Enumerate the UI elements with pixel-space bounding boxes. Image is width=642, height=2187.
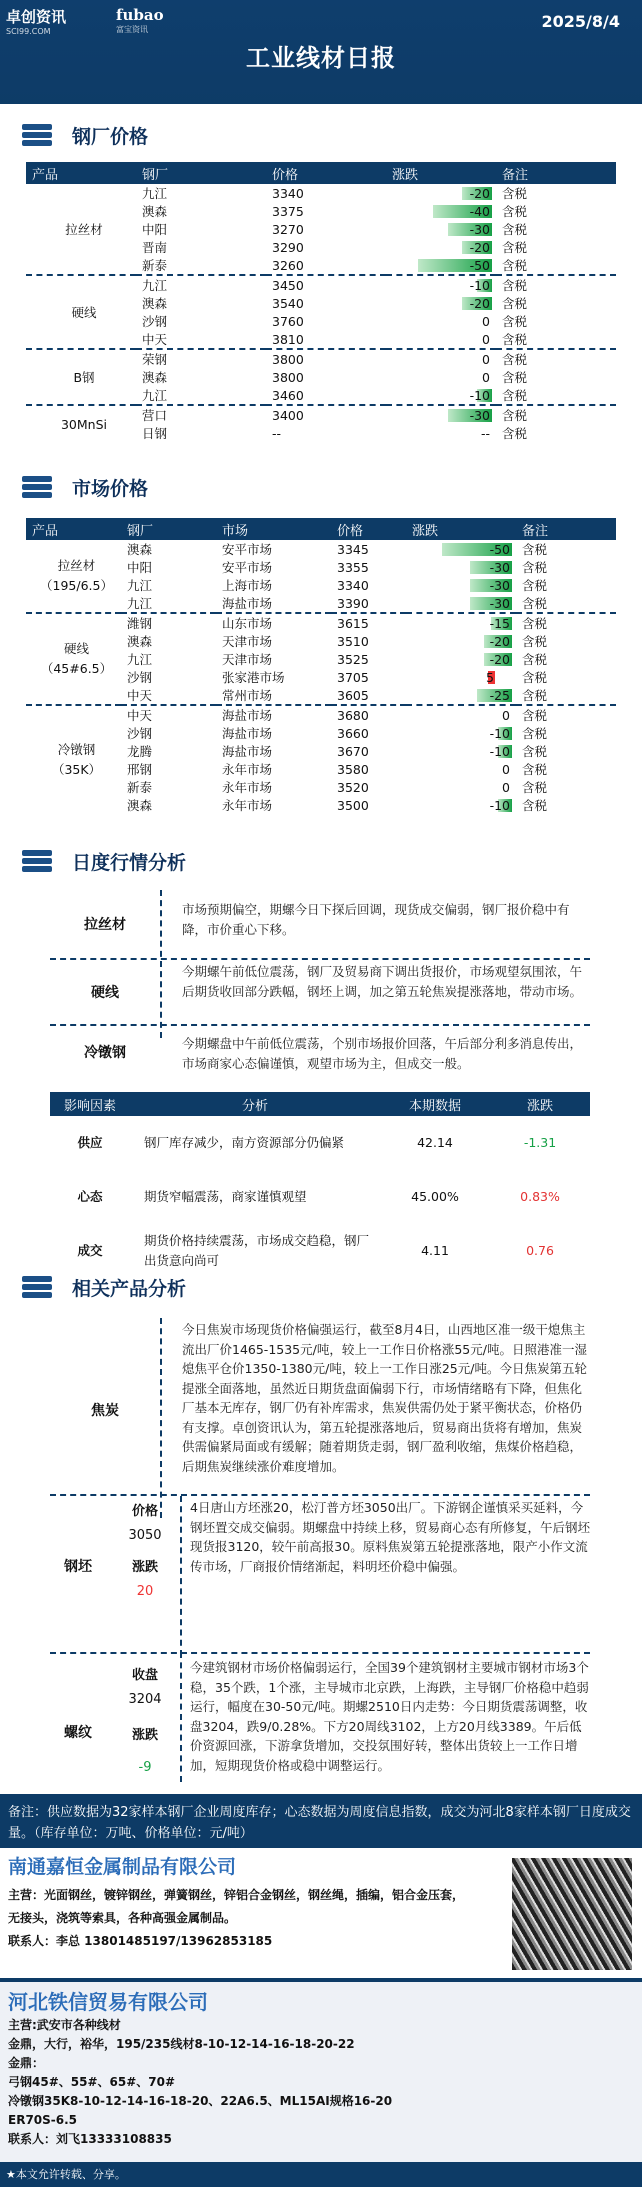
- remark: 含税: [522, 780, 548, 795]
- market-price-table: [26, 518, 616, 814]
- cell: 3340: [272, 185, 304, 201]
- mill-price-table: [26, 162, 616, 442]
- change-value: -20: [469, 296, 490, 311]
- cell: 海盐市场: [222, 596, 273, 611]
- change-cell: [386, 386, 496, 405]
- remark: 含税: [502, 296, 528, 311]
- cell: 沙钢: [127, 670, 153, 685]
- cell: 3400: [266, 405, 386, 424]
- cell: 山东市场: [216, 613, 331, 632]
- cell: 3355: [337, 559, 369, 575]
- change-cell: [386, 256, 496, 275]
- column-header: 价格: [331, 518, 406, 540]
- cell: 海盐市场: [222, 726, 273, 741]
- table-row: [26, 405, 616, 424]
- factor-change: 0.83%: [520, 1189, 560, 1204]
- cell: 3810: [272, 331, 304, 347]
- divider: [160, 1318, 162, 1518]
- cell: 晋南: [142, 240, 168, 255]
- cell: 3260: [272, 257, 304, 273]
- remark: 含税: [522, 688, 548, 703]
- change-cell: [386, 349, 496, 368]
- change-value: -10: [469, 388, 490, 403]
- cell: 海盐市场: [222, 744, 273, 759]
- cell: 澳森: [127, 634, 153, 649]
- cell: 3500: [337, 797, 369, 813]
- factor-value: 45.00%: [411, 1189, 459, 1204]
- ad-nantong: [0, 1848, 642, 1978]
- change-value: 0: [502, 762, 510, 777]
- cell: 永年市场: [222, 762, 273, 777]
- cell: 3450: [266, 275, 386, 294]
- cell: 3540: [272, 295, 304, 311]
- column-header: 价格: [266, 162, 386, 184]
- factor-analysis: 期货窄幅震荡，商家谨慎观望: [144, 1189, 307, 1204]
- stack-icon: [20, 850, 54, 872]
- cell: 澳森: [142, 296, 168, 311]
- change-cell: [406, 686, 516, 705]
- factor-analysis: 期货价格持续震荡，市场成交趋稳，钢厂出货意向尚可: [144, 1233, 370, 1268]
- cell: 海盐市场: [216, 705, 331, 724]
- cell: 九江: [127, 652, 153, 667]
- remark: 含税: [522, 542, 548, 557]
- change-value: -30: [469, 408, 490, 423]
- remark: 含税: [502, 370, 528, 385]
- change-value: 0: [482, 370, 490, 385]
- table-row: [26, 705, 616, 724]
- remark: 含税: [496, 405, 616, 424]
- section-daily-title: 日度行情分析: [20, 846, 186, 876]
- cell: 沙钢: [142, 314, 168, 329]
- cell: 邢钢: [127, 762, 153, 777]
- remark: 含税: [522, 744, 548, 759]
- remark: 含税: [522, 726, 548, 741]
- cell: 3800: [272, 369, 304, 385]
- footer-note: ★本文允许转载、分享。: [6, 2168, 126, 2181]
- cell: 中阳: [127, 560, 153, 575]
- factor-value: 42.14: [417, 1135, 453, 1150]
- cell: 澳森: [142, 204, 168, 219]
- stack-icon: [20, 476, 54, 498]
- cell: 潍钢: [121, 613, 216, 632]
- change-cell: [406, 558, 516, 576]
- table-row: [26, 275, 616, 294]
- table-row: [26, 349, 616, 368]
- change-cell: [406, 705, 516, 724]
- cell: 九江: [136, 275, 266, 294]
- change-cell: [406, 742, 516, 760]
- cell: 3510: [337, 633, 369, 649]
- change-cell: [406, 650, 516, 668]
- cell: 安平市场: [222, 560, 273, 575]
- product-name: 硬线: [26, 275, 136, 349]
- factor-table: 影响因素 分析 本期数据 涨跌 供应 钢厂库存减少，南方资源部分仍偏紧 42.14 -1.31 心态 期货窄幅震荡，商家谨慎观望 45.00% 0.83% 成交 期货价格持续震荡，市场成交趋稳，钢厂出货意向尚可 4.11 0.76: [50, 1092, 590, 1278]
- data-note: 备注：供应数据为32家样本钢厂企业周度库存；心态数据为周度信息指数，成交为河北8家样本钢厂日度成交量。（库存单位：万吨、价格单位：元/吨）: [8, 1805, 631, 1841]
- change-value: -15: [489, 616, 510, 631]
- change-cell: [406, 576, 516, 594]
- cell: 上海市场: [222, 578, 273, 593]
- remark: 含税: [502, 388, 528, 403]
- ad-company-name: 南通嘉恒金属制品有限公司: [8, 1856, 237, 1878]
- change-cell: [386, 202, 496, 220]
- cell: 中阳: [142, 222, 168, 237]
- factor-change: 0.76: [526, 1243, 554, 1258]
- cell: 张家港市场: [222, 670, 285, 685]
- cell: 3760: [272, 313, 304, 329]
- cell: 3615: [331, 613, 406, 632]
- factor-label: 供应: [77, 1135, 103, 1150]
- ad-tiexin: [0, 1982, 642, 2162]
- cell: 澳森: [127, 542, 153, 557]
- cell: 3800: [266, 349, 386, 368]
- remark: 含税: [516, 705, 616, 724]
- change-value: 5: [486, 670, 494, 685]
- remark: 含税: [502, 332, 528, 347]
- change-value: -20: [469, 240, 490, 255]
- product-name: 30MnSi: [26, 405, 136, 442]
- product-name: B钢: [26, 349, 136, 405]
- change-cell: [406, 760, 516, 778]
- section-related-title: 相关产品分析: [20, 1272, 186, 1302]
- remark: 含税: [502, 314, 528, 329]
- daily-hard-wire: 硬线 今期螺午前低位震荡，钢厂及贸易商下调出货报价，市场观望氛围浓，午后期货收回部分跌幅，钢坯上调，加之第五轮焦炭提涨落地，带动市场。: [91, 964, 583, 1001]
- remark: 含税: [516, 613, 616, 632]
- change-cell: [406, 796, 516, 814]
- change-cell: [386, 238, 496, 256]
- column-header: 涨跌: [406, 518, 516, 540]
- related-billet: 钢坯 价格 3050 涨跌 20 4日唐山方坯涨20，松汀普方坯3050出厂。下游钢企谨慎采买延料，今钢坯置交成交偏弱。期螺盘中持续上移，贸易商心态有所修复，午后钢坯现货报3120，较午前高报30。原料焦炭第五轮提涨落地，限产小作文流传市场，厂商报价情绪渐起，料明坯价稳中偏强。: [50, 1496, 590, 1660]
- cell: 中天: [121, 705, 216, 724]
- cell: 九江: [127, 578, 153, 593]
- remark: 含税: [496, 275, 616, 294]
- change-value: 0: [502, 780, 510, 795]
- ad-company-name: 河北铁信贸易有限公司: [8, 1990, 208, 2014]
- change-cell: [386, 275, 496, 294]
- ad-body: 主营：光面钢丝，镀锌钢丝，弹簧钢丝，锌铝合金钢丝，钢丝绳，插编，铝合金压套， 无接头，浇筑等索具，各种高强金属制品。 联系人：李总 13801485197/13962853185: [8, 1888, 465, 1948]
- change-value: -30: [489, 578, 510, 593]
- cell: 3375: [272, 203, 304, 219]
- change-cell: [386, 294, 496, 312]
- cell: 3345: [337, 541, 369, 557]
- section-market-title: 市场价格: [20, 472, 148, 502]
- change-value: 0: [482, 332, 490, 347]
- cell: 九江: [127, 596, 153, 611]
- factor-row: [50, 1170, 590, 1224]
- product-name: 冷镦钢 （35K）: [26, 705, 121, 814]
- change-cell: [386, 184, 496, 202]
- cell: 安平市场: [222, 542, 273, 557]
- change-value: 0: [482, 352, 490, 367]
- cell: 3340: [337, 577, 369, 593]
- cell: 常州市场: [222, 688, 273, 703]
- remark: 含税: [522, 560, 548, 575]
- daily-cold-heading: 冷镦钢 今期螺盘中午前低位震荡，个别市场报价回落，午后部分利多消息传出，市场商家心态偏谨慎，观望市场为主，但成交一般。: [84, 1036, 583, 1071]
- remark: 含税: [522, 596, 548, 611]
- report-title: 工业线材日报: [246, 44, 396, 72]
- change-value: -30: [489, 596, 510, 611]
- change-cell: [386, 424, 496, 442]
- change-cell: [406, 613, 516, 632]
- table-row: [26, 613, 616, 632]
- stack-icon: [20, 124, 54, 146]
- change-cell: [386, 368, 496, 386]
- change-value: -40: [469, 204, 490, 219]
- related-rebar: 螺纹 收盘 3204 涨跌 -9 今建筑钢材市场价格偏弱运行，全国39个建筑钢材主要城市钢材市场3个稳，35个跌，1个涨，主导城市北京跌，上海跌，主导钢厂价格稳中趋弱运行，幅度在30-50元/吨。期螺2510日内走势：今日期货震荡调整，收盘3204，跌9/0.28%。下方20周线3102，上方20月线3389。午后低价资源回涨，下游拿货增加，交投氛围好转，整体出货较上一工作日增加，短期现货价格或稳中调整运行。: [50, 1660, 590, 1800]
- change-cell: [406, 632, 516, 650]
- change-value: -10: [489, 726, 510, 741]
- product-name: 拉丝材: [65, 222, 103, 237]
- change-value: -20: [489, 634, 510, 649]
- column-header: 备注: [496, 162, 616, 184]
- change-value: -30: [469, 222, 490, 237]
- change-cell: [406, 540, 516, 558]
- table-row: [26, 540, 616, 558]
- cell: 九江: [142, 388, 168, 403]
- change-cell: [406, 724, 516, 742]
- cell: 3705: [337, 669, 369, 685]
- column-header: 市场: [216, 518, 331, 540]
- change-value: -25: [489, 688, 510, 703]
- cell: 3680: [331, 705, 406, 724]
- cell: 荣钢: [136, 349, 266, 368]
- column-header: 产品: [26, 162, 136, 184]
- factor-label: 成交: [77, 1243, 103, 1258]
- factor-analysis: 钢厂库存减少，南方资源部分仍偏紧: [144, 1135, 345, 1150]
- change-value: -10: [469, 278, 490, 293]
- change-value: -30: [489, 560, 510, 575]
- cell: 新泰: [142, 258, 168, 273]
- report-header: [0, 0, 642, 118]
- change-cell: [386, 312, 496, 330]
- column-header: 备注: [516, 518, 616, 540]
- column-header: 钢厂: [121, 518, 216, 540]
- remark: 含税: [522, 670, 548, 685]
- cell: 日钢: [142, 426, 168, 441]
- change-cell: [406, 778, 516, 796]
- change-value: -50: [489, 542, 510, 557]
- remark: 含税: [522, 634, 548, 649]
- table-row: [26, 184, 616, 202]
- change-cell: [386, 405, 496, 424]
- divider: [50, 1652, 590, 1654]
- cell: 营口: [136, 405, 266, 424]
- sci99-logo: 卓创资讯 SCI99.COM: [6, 8, 67, 36]
- column-header: 钢厂: [136, 162, 266, 184]
- stack-icon: [20, 1276, 54, 1298]
- change-value: -50: [469, 258, 490, 273]
- ad-body: 主营:武安市各种线材 金鼎，大行，裕华，195/235线材8-10-12-14-16-18-20-22 金鼎： 弓钢45#、55#、65#、70# 冷镦钢35K8-10-12-14-16-18-20、22A6.5、ML15AI规格16-20 ER70S-6.5 联系人：刘飞13333108835: [8, 2018, 393, 2146]
- cell: 3270: [272, 221, 304, 237]
- change-value: 0: [482, 314, 490, 329]
- change-value: -10: [489, 798, 510, 813]
- cell: --: [272, 425, 282, 441]
- cell: 3580: [337, 761, 369, 777]
- wire-rope-image: [512, 1858, 632, 1970]
- remark: 含税: [502, 186, 528, 201]
- cell: 龙腾: [127, 744, 153, 759]
- remark: 含税: [522, 578, 548, 593]
- daily-wire-rod: 拉丝材 市场预期偏空，期螺今日下探后回调，现货成交偏弱，钢厂报价稳中有降，市价重心下移。: [84, 902, 570, 937]
- section-mill-title: 钢厂价格: [20, 120, 148, 150]
- cell: 九江: [142, 186, 168, 201]
- remark: 含税: [502, 240, 528, 255]
- remark: 含税: [522, 798, 548, 813]
- factor-row: [50, 1116, 590, 1170]
- cell: 永年市场: [222, 780, 273, 795]
- cell: 澳森: [127, 798, 153, 813]
- remark: 含税: [496, 349, 616, 368]
- change-value: -10: [489, 744, 510, 759]
- remark: 含税: [502, 222, 528, 237]
- factor-value: 4.11: [421, 1243, 449, 1258]
- change-value: -20: [489, 652, 510, 667]
- remark: 含税: [502, 204, 528, 219]
- cell: 3605: [337, 687, 369, 703]
- cell: 3660: [337, 725, 369, 741]
- product-name: 拉丝材 （195/6.5）: [40, 558, 113, 593]
- cell: 天津市场: [222, 652, 273, 667]
- cell: 沙钢: [127, 726, 153, 741]
- remark: 含税: [522, 762, 548, 777]
- cell: 天津市场: [222, 634, 273, 649]
- cell: 永年市场: [222, 798, 273, 813]
- cell: 新泰: [127, 780, 153, 795]
- change-value: -20: [469, 186, 490, 201]
- change-cell: [386, 220, 496, 238]
- report-date: 2025/8/4: [541, 12, 620, 31]
- change-cell: [406, 594, 516, 613]
- product-name: 硬线 （45#6.5）: [26, 613, 121, 705]
- change-value: --: [480, 426, 490, 441]
- remark: 含税: [522, 652, 548, 667]
- change-value: 0: [502, 708, 510, 723]
- change-cell: [386, 330, 496, 349]
- cell: 3290: [272, 239, 304, 255]
- column-header: 涨跌: [386, 162, 496, 184]
- factor-row: [50, 1224, 590, 1278]
- cell: 3670: [337, 743, 369, 759]
- column-header: 产品: [26, 518, 121, 540]
- remark: 含税: [502, 258, 528, 273]
- cell: 澳森: [142, 370, 168, 385]
- cell: 中天: [142, 332, 168, 347]
- cell: 3390: [337, 595, 369, 611]
- fubao-logo: fubao 富宝资讯: [116, 6, 164, 34]
- factor-label: 心态: [77, 1189, 103, 1204]
- cell: 3460: [272, 387, 304, 403]
- page: 卓创资讯 SCI99.COM fubao 富宝资讯 2025/8/4 工业线材日报 钢厂价格 产品 钢厂 价格 涨跌 备注 拉丝材 九江 3340 -20 含税 澳森 3375 -40 含税 中阳 3270 -30 含税 晋南 3290 -20 含税 新泰 3260 -50 含税 硬线 九江 3450 -10 含税 澳森 3540 -20 含税 沙钢 3760 0 含税 中天 3810 0 含税 B钢 荣钢 3800 0 含税 澳森 3800 0 含税 九江 3460 -10 含税 30MnSi 营口 3400 -30 含税 日钢 -- -- 含税 市场价格 产品 钢厂 市场 价格 涨跌 备注 拉丝材 （195/6.5） 澳森 安平市场 3345 -50 含税 中阳 安平市场 3355 -30 含税 九江 上海市场 3340 -30 含税 九江 海盐市场 3390 -30 含税 硬线 （45#6.5） 潍钢 山东市场 3615 -15 含税 澳森 天津市场 3510 -20 含税 九江 天津市场 3525 -20 含税 沙钢 张家港市场 3705 5 含税 中天 常州市场 3605 -25 含税 冷镦钢 （35K） 中天 海盐市场 3680 0 含税 沙钢 海盐市场 3660 -10 含税 龙腾 海盐市场 3670 -10 含税 邢钢 永年市场 3580 0 含税 新泰 永年市场 3520 0 含税 澳森 永年市场 3500 -10 含税 日度行情分析 拉丝材 市场预期偏空，期螺今日下探后回调，现货成交偏弱，钢厂报价稳中有降，市价重心下移。 硬线 今期螺午前低位震荡，钢厂及贸易商下调出货报价，市场观望氛围浓，午后期货收回部分跌幅，钢坯上调，加之第五轮焦炭提涨落地，带动市场。 冷镦钢 今期螺盘中午前低位震荡，个别市场报价回落，午后部分利多消息传出，市场商家心态偏谨慎，观望市场为主，但成交一般。 影响因素 分析 本期数据 涨跌 供应 钢厂库存减少，南方资源部分仍偏紧 42.14 -1.31 心态 期货窄幅震荡，商家谨慎观望 45.00% 0.83% 成交 期货价格持续震荡，市场成交趋稳，钢厂出货意向尚可 4.11 0.76 相关产品分析 焦炭 今日焦炭市场现货价格偏强运行，截至8月4日，山西地区准一级干熄焦主流出厂价1465-1535元/吨，较上一工作日价格涨55元/吨。日照港准一湿熄焦平仓价1350-1380元/吨，较上一工作日涨25元/吨。今日焦炭第五轮提涨全面落地，虽然近日期货盘面偏弱下行，市场情绪略有下降，但焦化厂基本无库存，钢厂仍有补库需求，焦炭供需仍处于紧平衡状态，价格仍有支撑。卓创资讯认为，第五轮提涨落地后，贸易商出货将有增加，焦炭供需偏紧局面或有缓解；随着期货走弱，钢厂盈利收缩，焦煤价格趋稳，后期焦炭继续涨价难度增加。 钢坯 价格 3050 涨跌 20 4日唐山方坯涨20，松汀普方坯3050出厂。下游钢企谨慎采买延料，今钢坯置交成交偏弱。期螺盘中持续上移，贸易商心态有所修复，午后钢坯现货报3120，较午前高报30。原料焦炭第五轮提涨落地，限产小作文流传市场，厂商报价情绪渐起，料明坯价稳中偏强。 螺纹 收盘 3204 涨跌 -9 今建筑钢材市场价格偏弱运行，全国39个建筑钢材主要城市钢材市场3个稳，35个跌，1个涨，主导城市北京跌，上海跌，主导钢厂价格稳中趋弱运行，幅度在30-50元/吨。期螺2510日内走势：今日期货震荡调整，收盘3204，跌9/0.28%。下方20周线3102，上方20月线3389。午后低价资源回涨，下游拿货增加，交投氛围好转，整体出货较上一工作日增加，短期现货价格或稳中调整运行。 备注：供应数据为32家样本钢厂企业周度库存；心态数据为周度信息指数，成交为河北8家样本钢厂日度成交量。（库存单位：万吨、价格单位：元/吨） 南通嘉恒金属制品有限公司 主营：光面钢丝，镀锌钢丝，弹簧钢丝，锌铝合金钢丝，钢丝绳，插编，铝合金压套， 无接头，浇筑等索具，各种高强金属制品。 联系人：李总 13801485197/13962853185 河北铁信贸易有限公司 主营:武安市各种线材 金鼎，大行，裕华，195/235线材8-10-12-14-16-18-20-22 金鼎： 弓钢45#、55#、65#、70# 冷镦钢35K8-10-12-14-16-18-20、22A6.5、ML15AI规格16-20 ER70S-6.5 联系人：刘飞13333108835 ★本文允许转载、分享。: [0, 0, 642, 2187]
- change-cell: [406, 668, 516, 686]
- remark: 含税: [502, 426, 528, 441]
- cell: 3525: [337, 651, 369, 667]
- cell: 中天: [127, 688, 153, 703]
- cell: 3520: [337, 779, 369, 795]
- factor-change: -1.31: [523, 1135, 557, 1150]
